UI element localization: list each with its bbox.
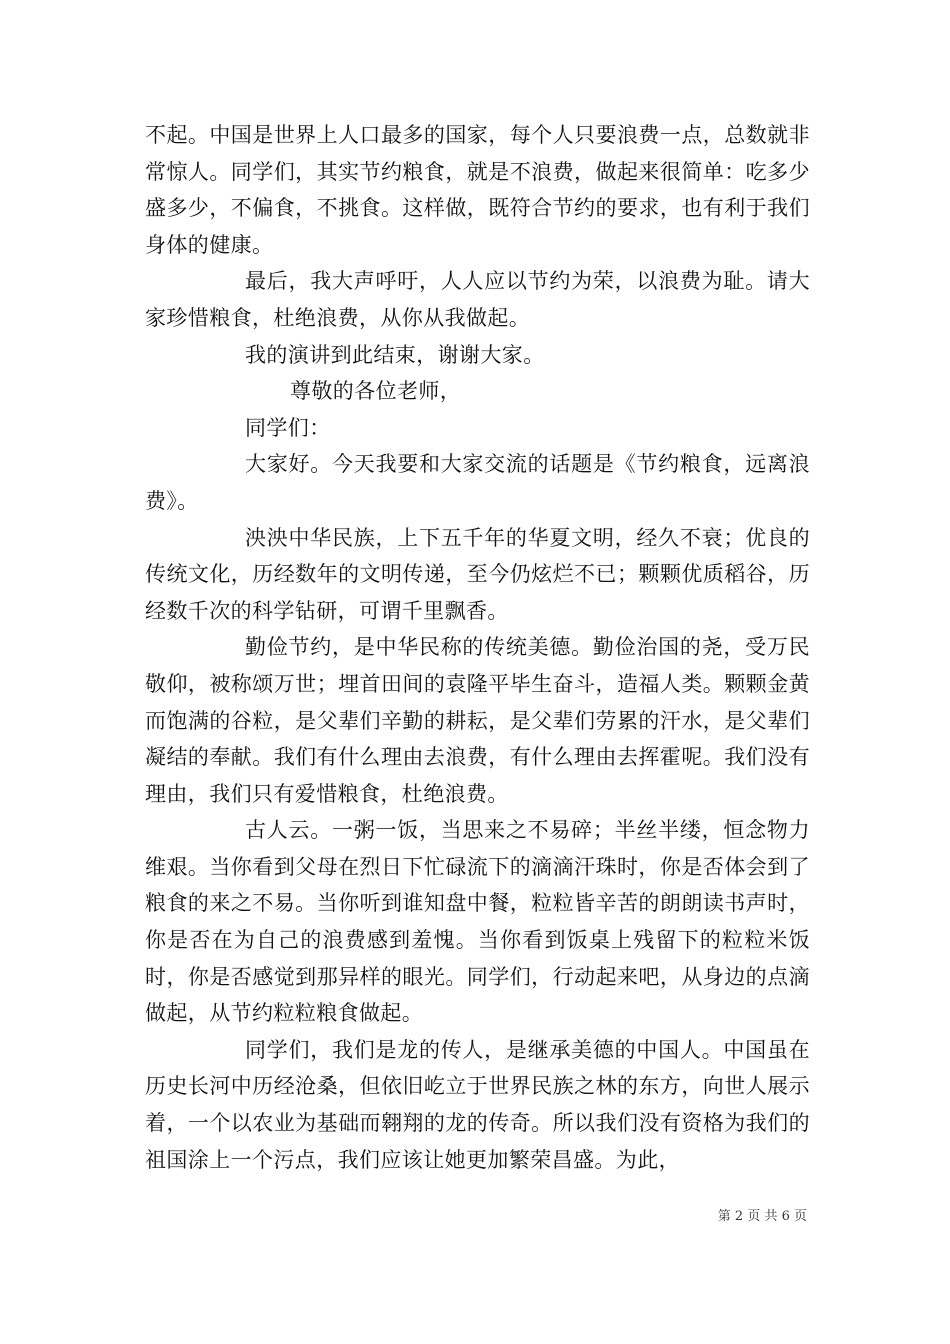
paragraph-appeal: 最后，我大声呼吁，人人应以节约为荣，以浪费为耻。请大家珍惜粮食，杜绝浪费，从你从我做起。 xyxy=(145,269,810,330)
page-number-footer: 第 2 页 共 6 页 xyxy=(717,1209,807,1224)
paragraph-ancient-saying: 古人云。一粥一饭，当思来之不易碎；半丝半缕，恒念物力维艰。当你看到父母在烈日下忙碌流下的滴滴汗珠时，你是否体会到了粮食的来之不易。当你听到谁知盘中餐，粒粒皆辛苦的朗朗读书声时，你是否在为自己的浪费感到羞愧。当你看到饭桌上残留下的粒粒米饭时，你是否感觉到那异样的眼光。同学们，行动起来吧，从身边的点滴做起，从节约粒粒粮食做起。 xyxy=(145,818,810,1026)
paragraph-continuation: 不起。中国是世界上人口最多的国家，每个人只要浪费一点，总数就非常惊人。同学们，其实节约粮食，就是不浪费，做起来很简单：吃多少盛多少，不偏食，不挑食。这样做，既符合节约的要求，也有利于我们身体的健康。 xyxy=(145,123,810,257)
document-body xyxy=(145,117,810,1178)
paragraph-closing: 我的演讲到此结束，谢谢大家。 xyxy=(245,342,545,367)
salutation-students: 同学们： xyxy=(245,415,331,440)
paragraph-greeting: 大家好。今天我要和大家交流的话题是《节约粮食，远离浪费》。 xyxy=(145,452,810,513)
salutation-teachers: 尊敬的各位老师， xyxy=(290,379,462,404)
paragraph-frugality: 勤俭节约，是中华民称的传统美德。勤俭治国的尧，受万民敬仰，被称颂万世；埋首田间的袁隆平毕生奋斗，造福人类。颗颗金黄而饱满的谷粒，是父辈们辛勤的耕耘，是父辈们劳累的汗水，是父辈们凝结的奉献。我们有什么理由去浪费，有什么理由去挥霍呢。我们没有理由，我们只有爱惜粮食，杜绝浪费。 xyxy=(145,635,810,806)
paragraph-civilization: 泱泱中华民族，上下五千年的华夏文明，经久不衰；优良的传统文化，历经数年的文明传递，至今仍炫烂不已；颗颗优质稻谷，历经数千次的科学钻研，可谓千里飘香。 xyxy=(145,525,810,623)
paragraph-dragon-heirs: 同学们，我们是龙的传人，是继承美德的中国人。中国虽在历史长河中历经沧桑，但依旧屹立于世界民族之林的东方，向世人展示着，一个以农业为基础而翱翔的龙的传奇。所以我们没有资格为我们的祖国涂上一个污点，我们应该让她更加繁荣昌盛。为此， xyxy=(145,1037,810,1172)
